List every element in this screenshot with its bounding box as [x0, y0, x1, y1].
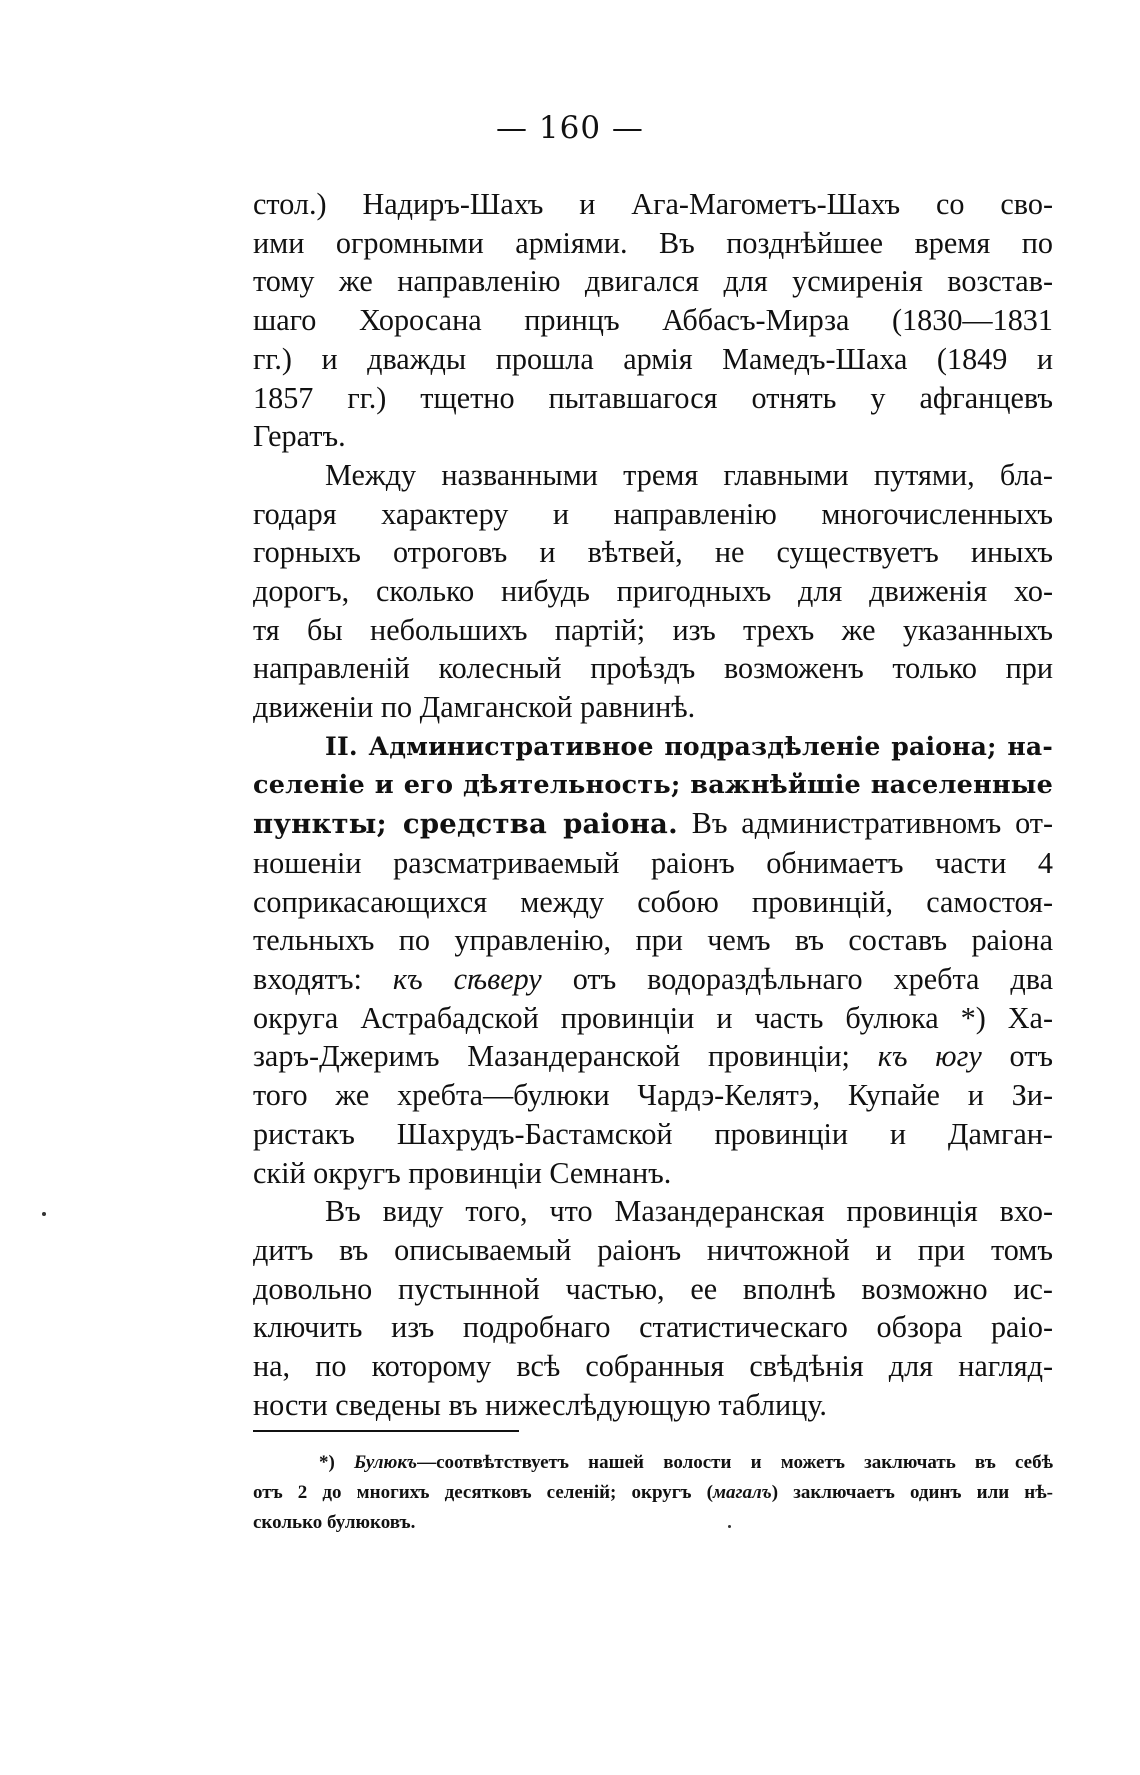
footnote-line	[253, 1478, 1053, 1508]
text-line	[253, 960, 1053, 999]
text-line	[253, 804, 1053, 844]
section-heading-line: пункты; средства раіона.	[253, 808, 678, 841]
emphasis-south: къ югу	[877, 1039, 982, 1074]
footnote-line	[253, 1448, 1053, 1478]
text-fragment: Въ административномъ от-	[691, 806, 1054, 841]
footnote	[253, 1448, 1053, 1538]
text-line: стол.) Надиръ-Шахъ и Ага-Магометъ-Шахъ со сво-	[253, 187, 1053, 221]
text-line: на, по которому всѣ собранныя свѣдѣнія для нагляд-	[253, 1349, 1053, 1384]
text-fragment: входятъ:	[253, 962, 362, 997]
text-line: скій округъ провинціи Семнанъ.	[253, 1155, 672, 1190]
text-line: шаго Хоросана принцъ Аббасъ-Мирза (1830—1831	[253, 303, 1053, 338]
text-line: довольно пустынной частью, ее вполнѣ возможно ис-	[253, 1271, 1053, 1306]
scan-speck	[728, 1525, 731, 1528]
text-fragment: заръ-Джеримъ Мазандеранской провинціи;	[253, 1039, 850, 1074]
text-line: движеніи по Дамганской равнинѣ.	[253, 690, 696, 725]
text-line: Гератъ.	[253, 419, 346, 454]
footnote-divider	[253, 1430, 519, 1432]
footnote-line: сколько булюковъ.	[253, 1512, 416, 1533]
emphasis-north: къ сѣверу	[392, 962, 542, 997]
text-line: тому же направленію двигался для усмиренія возстав-	[253, 264, 1053, 299]
text-line: тельныхъ по управленію, при чемъ въ составъ раіона	[253, 923, 1053, 958]
footnote-term: магалъ	[712, 1482, 772, 1503]
scan-speck	[42, 1212, 46, 1216]
text-line: Въ виду того, что Мазандеранская провинція вхо-	[325, 1194, 1053, 1229]
text-line: гг.) и дважды прошла армія Мамедъ-Шаха (1849 и	[253, 341, 1053, 376]
text-line: ристакъ Шахрудъ-Бастамской провинціи и Дамган-	[253, 1116, 1053, 1151]
text-line	[253, 1037, 1053, 1076]
text-line: ности сведены въ нижеслѣдующую таблицу.	[253, 1387, 827, 1422]
text-line: дитъ въ описываемый раіонъ ничтожной и при томъ	[253, 1232, 1053, 1267]
text-fragment: отъ	[1009, 1039, 1054, 1074]
text-fragment: отъ 2 до многихъ десятковъ селеній; округъ (	[253, 1482, 713, 1503]
section-heading-line: селеніе и его дѣятельность; важнѣйшіе населенные	[253, 769, 1053, 800]
text-line: округа Астрабадской провинціи и часть булюка *) Ха-	[253, 1000, 1053, 1035]
text-line: годаря характеру и направленію многочисленныхъ	[253, 496, 1053, 531]
text-line: ношеніи разсматриваемый раіонъ обнимаетъ части 4	[253, 845, 1053, 880]
text-line: направленій колесный проѣздъ возможенъ только при	[253, 651, 1053, 686]
section-heading-line: II. Административное подраздѣленіе раіона; на-	[325, 730, 1053, 761]
footnote-term: Булюкъ	[354, 1452, 418, 1473]
footnote-marker: *)	[319, 1452, 335, 1473]
text-line: того же хребта—булюки Чардэ-Келятэ, Купайе и Зи-	[253, 1078, 1053, 1113]
body-text	[253, 185, 1053, 1425]
text-line: Между названными тремя главными путями, бла-	[325, 457, 1053, 492]
text-fragment: отъ водораздѣльнаго хребта два	[572, 962, 1054, 997]
text-fragment: —соотвѣтствуетъ нашей волости и можетъ заключать въ себѣ	[417, 1452, 1053, 1473]
text-line: 1857 гг.) тщетно пытавшагося отнять у афганцевъ	[253, 380, 1053, 415]
text-line: соприкасающихся между собою провинцій, самостоя-	[253, 884, 1053, 919]
text-line: ими огромными арміями. Въ позднѣйшее время по	[253, 225, 1053, 260]
text-line: тя бы небольшихъ партій; изъ трехъ же указанныхъ	[253, 612, 1053, 647]
text-line: дорогъ, сколько нибудь пригодныхъ для движенія хо-	[253, 574, 1053, 609]
text-fragment: ) заключаетъ одинъ или нѣ-	[771, 1482, 1053, 1503]
text-line: ключить изъ подробнаго статистическаго обзора раіо-	[253, 1310, 1053, 1345]
page-number: — 160 —	[496, 110, 644, 146]
text-line: горныхъ отроговъ и вѣтвей, не существуетъ иныхъ	[253, 535, 1053, 570]
